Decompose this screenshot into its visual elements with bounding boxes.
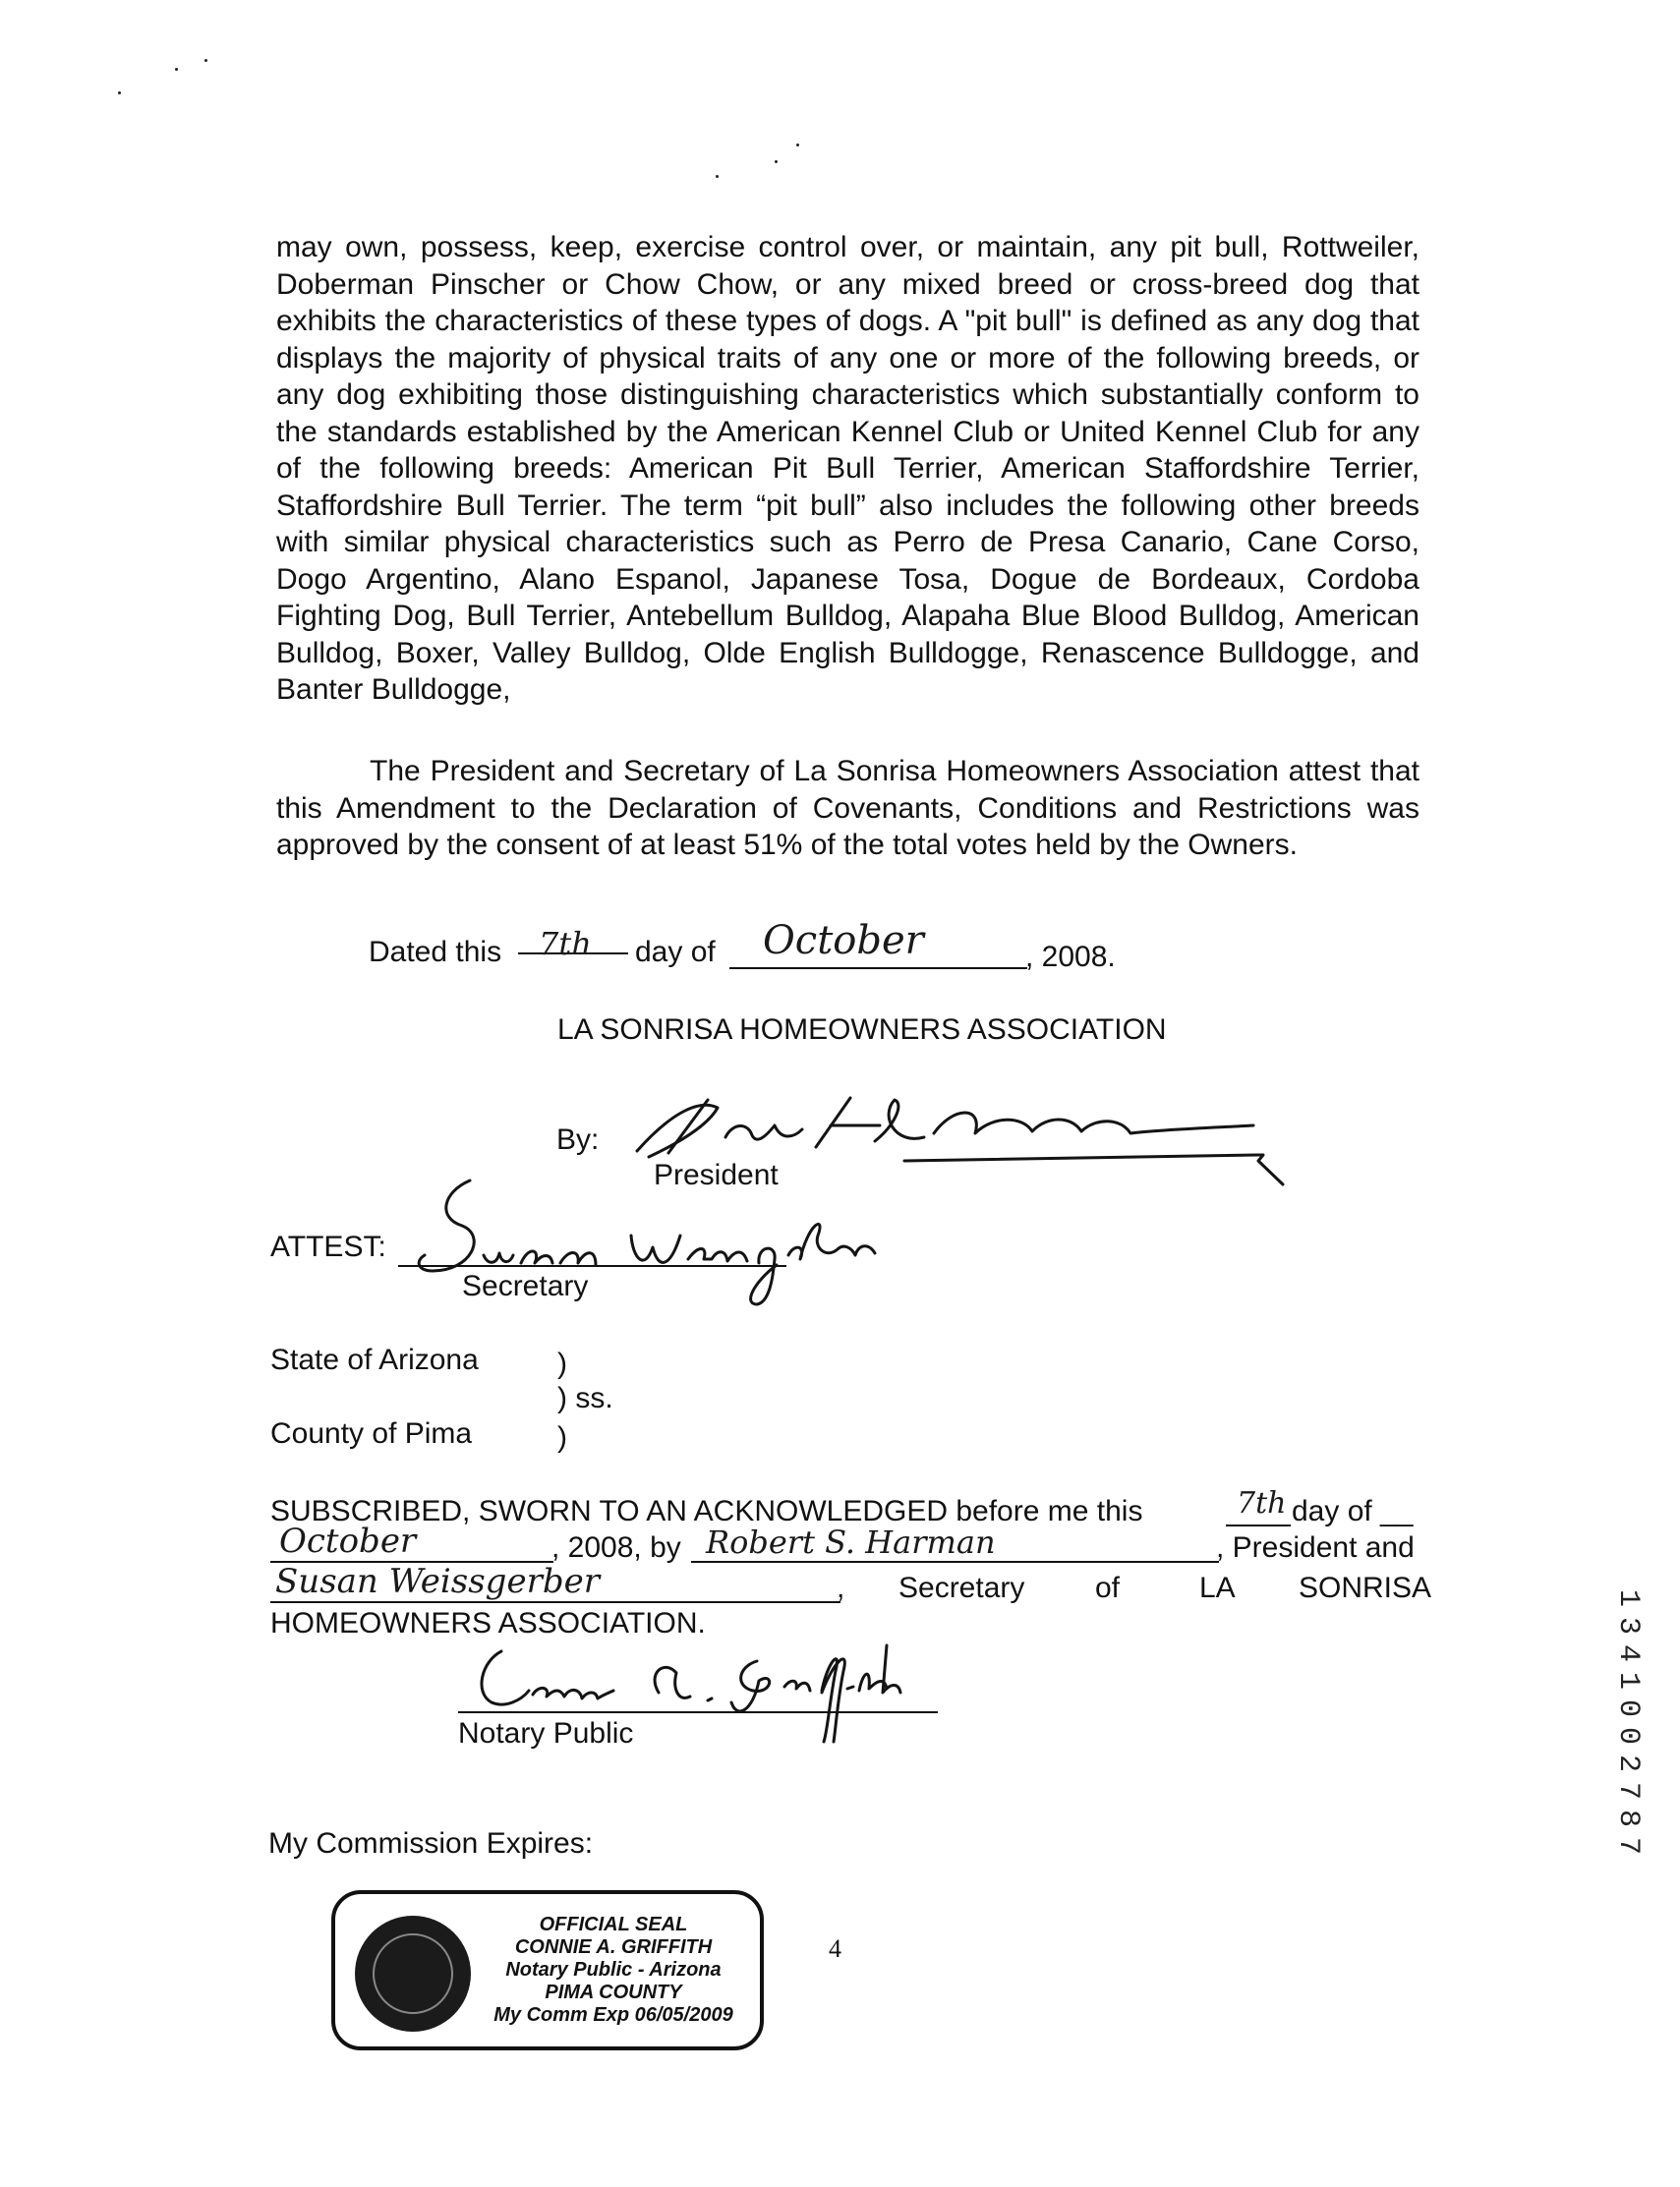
ack-day-handwritten: 7th: [1237, 1486, 1287, 1521]
seal-line-notary: Notary Public - Arizona: [505, 1959, 722, 1981]
notary-label: Notary Public: [458, 1717, 634, 1750]
commission-expires-label: My Commission Expires:: [268, 1827, 594, 1860]
association-name: LA SONRISA HOMEOWNERS ASSOCIATION: [557, 1013, 1167, 1046]
ack-la-word: LA: [1199, 1572, 1236, 1604]
dated-month-handwritten: October: [763, 918, 924, 963]
ack-president-suffix: , President and: [1216, 1531, 1415, 1564]
venue-ss: ) ss.: [557, 1382, 613, 1414]
scan-speck: [796, 144, 799, 146]
scan-speck: [204, 59, 207, 62]
president-label: President: [654, 1159, 779, 1191]
seal-text: [481, 1914, 746, 2027]
seal-emblem: [355, 1916, 471, 2032]
ack-secretary-word: Secretary: [898, 1572, 1025, 1604]
seal-line-title: OFFICIAL SEAL: [539, 1914, 688, 1935]
county-label: County of Pima: [270, 1417, 473, 1450]
ack-president-blank: [691, 1561, 1219, 1563]
attestation-paragraph: [276, 753, 1419, 864]
seal-line-name: CONNIE A. GRIFFITH: [514, 1936, 713, 1958]
dated-month-blank: [729, 967, 1027, 969]
dated-prefix: Dated this: [369, 936, 502, 968]
ack-line1-end: day of __: [1292, 1495, 1414, 1527]
scan-speck: [716, 175, 719, 178]
ack-sonrisa-word: SONRISA: [1299, 1572, 1432, 1604]
ack-line1: SUBSCRIBED, SWORN TO AN ACKNOWLEDGED before me this: [270, 1495, 1143, 1527]
dated-suffix: , 2008.: [1025, 941, 1116, 973]
ack-secretary-suffix: ,: [837, 1572, 845, 1604]
seal-line-expiry: My Comm Exp 06/05/2009: [493, 2004, 733, 2026]
paragraph-breed-definition: may own, possess, keep, exercise control over, or maintain, any pit bull, Rottweiler, Doberman Pinscher or Chow Chow, or any mixed breed or cross-breed dog that exhibits the characteristics of these types of dogs. A "pit bull" is defined as any dog that displays the majority of physical traits of any one or more of the following breeds, or any dog exhibiting those distinguishing characteristics which substantially conform to the standards established by the American Kennel Club or United Kennel Club for any of the following breeds: American Pit Bull Terrier, American Staffordshire Terrier, Staffordshire Bull Terrier. The term “pit bull” also includes the following other breeds with similar physical characteristics such as Perro de Presa Canario, Cane Corso, Dogo Argentino, Alano Espanol, Japanese Tosa, Dogue de Bordeaux, Cordoba Fighting Dog, Bull Terrier, Antebellum Bulldog, Alapaha Blue Blood Bulldog, American Bulldog, Boxer, Valley Bulldog, Olde English Bulldogge, Renascence Bulldogge, and Banter Bulldogge,: [276, 231, 1419, 706]
scan-speck: [775, 160, 778, 163]
notary-seal: [331, 1890, 764, 2050]
paragraph-attest: The President and Secretary of La Sonrisa Homeowners Association attest that this Amendment to the Declaration of Covenants, Conditions and Restrictions was approved by the consent of at least 51% of the total votes held by the Owners.: [276, 755, 1419, 861]
recording-number: 1 3 4 1 0 0 2 7 8 7: [1611, 1588, 1645, 1855]
ack-secretary-blank: [270, 1601, 840, 1603]
ack-secretary-name: Susan Weissgerber: [275, 1562, 600, 1601]
state-label: State of Arizona: [270, 1344, 479, 1376]
ack-day-blank: [1226, 1525, 1291, 1526]
seal-line-county: PIMA COUNTY: [545, 1982, 682, 2003]
ack-month-handwritten: October: [279, 1522, 417, 1561]
secretary-label: Secretary: [462, 1270, 589, 1302]
scan-speck: [118, 91, 121, 94]
dated-middle: day of: [635, 936, 716, 968]
venue-paren-2: ): [557, 1421, 567, 1454]
by-label: By:: [556, 1123, 600, 1156]
scan-speck: [175, 68, 178, 71]
dated-day-handwritten: 7th: [539, 925, 592, 962]
page-number: 4: [829, 1934, 841, 1963]
ack-president-name: Robert S. Harman: [706, 1524, 996, 1561]
ack-of-word: of: [1095, 1572, 1121, 1604]
ack-year-by: , 2008, by: [551, 1531, 681, 1564]
attest-label: ATTEST:: [270, 1231, 386, 1263]
body-text: [276, 229, 1419, 709]
venue-paren-1: ): [557, 1348, 567, 1380]
ack-line4: HOMEOWNERS ASSOCIATION.: [270, 1607, 706, 1640]
